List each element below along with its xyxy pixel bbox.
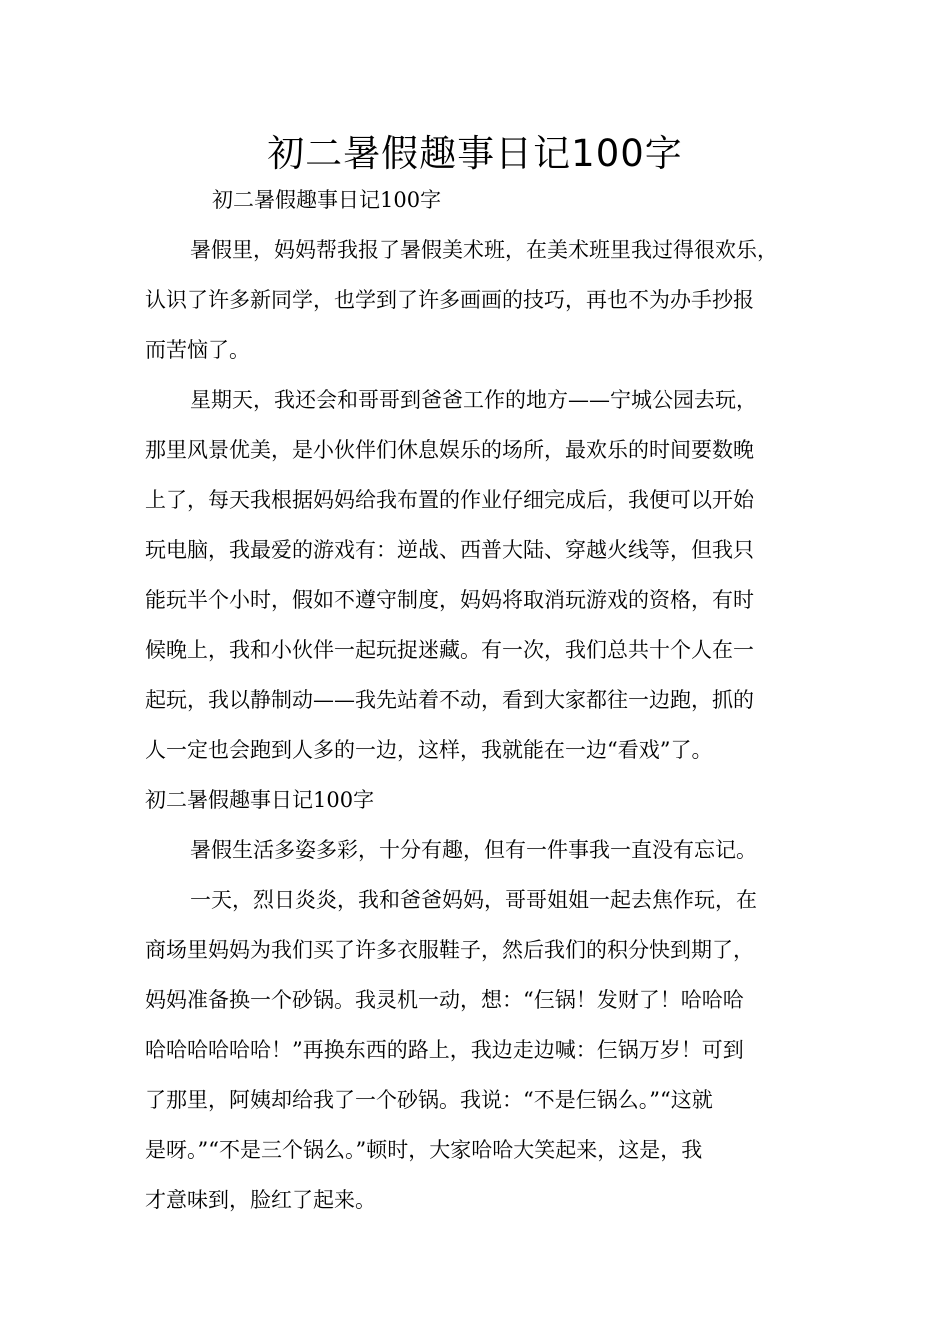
text-line: 才意味到，脸红了起来。 — [145, 1188, 376, 1212]
text-line: 一天，烈日炎炎，我和爸爸妈妈，哥哥姐姐一起去焦作玩，在 — [190, 888, 757, 912]
section-heading: 初二暑假趣事日记100字 — [145, 788, 375, 812]
text-line: 是呀。”“不是三个锅么。”顿时，大家哈哈大笑起来，这是，我 — [145, 1138, 703, 1162]
text-line: 哈哈哈哈哈哈！”再换东西的路上，我边走边喊：仨锅万岁！可到 — [145, 1038, 744, 1062]
text-line: 起玩，我以静制动——我先站着不动，看到大家都往一边跑，抓的 — [145, 688, 754, 712]
text-line: 那里风景优美，是小伙伴们休息娱乐的场所，最欢乐的时间要数晚 — [145, 438, 754, 462]
text-line: 玩电脑，我最爱的游戏有：逆战、西普大陆、穿越火线等，但我只 — [145, 538, 754, 562]
text-line: 人一定也会跑到人多的一边，这样，我就能在一边“看戏”了。 — [145, 738, 713, 762]
document-subtitle: 初二暑假趣事日记100字 — [212, 188, 442, 212]
text-line: 妈妈准备换一个砂锅。我灵机一动，想：“仨锅！发财了！哈哈哈 — [145, 988, 744, 1012]
text-line: 暑假里，妈妈帮我报了暑假美术班，在美术班里我过得很欢乐， — [190, 238, 778, 262]
text-line: 商场里妈妈为我们买了许多衣服鞋子，然后我们的积分快到期了， — [145, 938, 754, 962]
text-line: 而苦恼了。 — [145, 338, 250, 362]
text-line: 认识了许多新同学，也学到了许多画画的技巧，再也不为办手抄报 — [145, 288, 754, 312]
document-title: 初二暑假趣事日记100字 — [267, 132, 683, 175]
text-line: 能玩半个小时，假如不遵守制度，妈妈将取消玩游戏的资格，有时 — [145, 588, 754, 612]
text-line: 了那里，阿姨却给我了一个砂锅。我说：“不是仨锅么。”“这就 — [145, 1088, 713, 1112]
text-line: 上了，每天我根据妈妈给我布置的作业仔细完成后，我便可以开始 — [145, 488, 754, 512]
text-line: 候晚上，我和小伙伴一起玩捉迷藏。有一次，我们总共十个人在一 — [145, 638, 754, 662]
text-line: 暑假生活多姿多彩，十分有趣，但有一件事我一直没有忘记。 — [190, 838, 757, 862]
text-line: 星期天，我还会和哥哥到爸爸工作的地方——宁城公园去玩， — [190, 388, 757, 412]
